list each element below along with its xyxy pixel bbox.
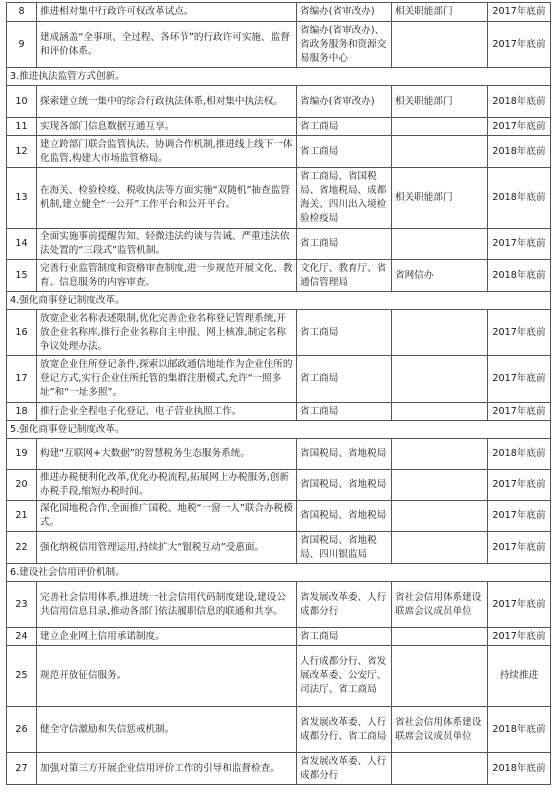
cooperating-department <box>392 229 488 260</box>
task-description: 建立企业网上信用承诺制度。 <box>37 628 297 646</box>
lead-department: 省工商局 <box>297 310 392 356</box>
task-description: 探索建立统一集中的综合行政执法体系,相对集中执法权。 <box>37 86 297 118</box>
task-description: 深化国地税合作,全面推广国税、地税“一窗一人”联合办税模式。 <box>37 501 297 532</box>
table-row <box>7 646 551 707</box>
cooperating-department: 相关职能部门 <box>392 3 488 22</box>
cooperating-department: 省社会信用体系建设联席会议成员单位 <box>392 707 488 753</box>
cooperating-department <box>392 439 488 470</box>
deadline: 2018年底前 <box>488 439 551 470</box>
deadline: 2018年底前 <box>488 753 551 785</box>
deadline: 2017年底前 <box>488 501 551 532</box>
table-row <box>7 118 551 136</box>
task-table <box>6 2 551 785</box>
lead-department: 省工商局 <box>297 628 392 646</box>
deadline: 2017年底前 <box>488 229 551 260</box>
row-number: 25 <box>7 646 37 707</box>
row-number: 21 <box>7 501 37 532</box>
task-description: 推进相对集中行政许可权改革试点。 <box>37 3 297 22</box>
table-row <box>7 582 551 628</box>
task-description: 构建“互联网+大数据”的智慧税务生态服务系统。 <box>37 439 297 470</box>
row-number: 14 <box>7 229 37 260</box>
row-number: 18 <box>7 403 37 421</box>
deadline: 2017年底前 <box>488 356 551 403</box>
row-number: 11 <box>7 118 37 136</box>
task-description: 完善社会信用体系,推进统一社会信用代码制度建设,建设公共信用信息目录,推动各部门依法履职信息的联通和共享。 <box>37 582 297 628</box>
cooperating-department <box>392 501 488 532</box>
row-number: 12 <box>7 136 37 168</box>
table-row <box>7 229 551 260</box>
task-description: 建成涵盖“全事项、全过程、各环节”的行政许可实施、监督和评价体系。 <box>37 22 297 68</box>
lead-department: 人行成都分行、省发展改革委、公安厅、司法厅、省工商局 <box>297 646 392 707</box>
task-description: 加强对第三方开展企业信用评价工作的引导和监督检查。 <box>37 753 297 785</box>
deadline: 2017年底前 <box>488 532 551 564</box>
table-row <box>7 310 551 356</box>
table-row <box>7 22 551 68</box>
cooperating-department <box>392 356 488 403</box>
row-number: 13 <box>7 168 37 229</box>
deadline: 2017年底前 <box>488 3 551 22</box>
deadline: 2017年底前 <box>488 403 551 421</box>
task-description: 推进办税便利化改革,优化办税流程,拓展网上办税服务,创新办税手段,缩短办税时间。 <box>37 470 297 501</box>
document-page <box>6 2 550 785</box>
deadline: 2017年底前 <box>488 310 551 356</box>
row-number: 17 <box>7 356 37 403</box>
task-description: 推行企业全程电子化登记、电子营业执照工作。 <box>37 403 297 421</box>
cooperating-department <box>392 532 488 564</box>
task-table-body <box>7 3 551 785</box>
lead-department: 省发展改革委、人行成都分行、省工商局 <box>297 707 392 753</box>
table-row <box>7 86 551 118</box>
cooperating-department <box>392 753 488 785</box>
lead-department: 省工商局 <box>297 229 392 260</box>
lead-department: 省工商局 <box>297 356 392 403</box>
table-row <box>7 628 551 646</box>
table-row <box>7 260 551 292</box>
lead-department: 文化厅、教育厅、省通信管理局 <box>297 260 392 292</box>
cooperating-department <box>392 470 488 501</box>
deadline: 2018年底前 <box>488 136 551 168</box>
deadline: 2017年底前 <box>488 628 551 646</box>
lead-department: 省工商局 <box>297 403 392 421</box>
task-description: 完善行业监管制度和资格审查制度,进一步规范开展文化、教育、信息服务的内容审查。 <box>37 260 297 292</box>
task-description: 规范开放征信服务。 <box>37 646 297 707</box>
table-row <box>7 136 551 168</box>
section-row <box>7 68 551 86</box>
cooperating-department <box>392 403 488 421</box>
deadline: 持续推进 <box>488 646 551 707</box>
deadline: 2018年底前 <box>488 168 551 229</box>
row-number: 15 <box>7 260 37 292</box>
row-number: 19 <box>7 439 37 470</box>
table-row <box>7 501 551 532</box>
deadline: 2018年底前 <box>488 86 551 118</box>
table-row <box>7 3 551 22</box>
cooperating-department: 相关职能部门 <box>392 168 488 229</box>
row-number: 8 <box>7 3 37 22</box>
section-row <box>7 421 551 439</box>
task-description: 实现各部门信息数据互通互享。 <box>37 118 297 136</box>
lead-department: 省工商局、省国税局、省地税局、成都海关、四川出入境检验检疫局 <box>297 168 392 229</box>
section-heading: 4.强化商事登记制度改革。 <box>7 292 551 310</box>
row-number: 9 <box>7 22 37 68</box>
table-row <box>7 532 551 564</box>
cooperating-department <box>392 136 488 168</box>
task-description: 强化纳税信用管理运用,持续扩大“银税互动”受惠面。 <box>37 532 297 564</box>
lead-department: 省发展改革委、人行成都分行 <box>297 582 392 628</box>
deadline: 2018年底前 <box>488 260 551 292</box>
lead-department: 省编办(省审改办) <box>297 86 392 118</box>
section-row <box>7 292 551 310</box>
row-number: 26 <box>7 707 37 753</box>
section-row <box>7 564 551 582</box>
task-description: 放宽企业名称表述限制,优化完善企业名称登记管理系统,开放企业名称库,推行企业名称自主申报、网上核准,制定名称争议处理办法。 <box>37 310 297 356</box>
lead-department: 省国税局、省地税局 <box>297 470 392 501</box>
lead-department: 省国税局、省地税局 <box>297 501 392 532</box>
table-row <box>7 470 551 501</box>
table-row <box>7 707 551 753</box>
row-number: 10 <box>7 86 37 118</box>
lead-department: 省发展改革委、人行成都分行 <box>297 753 392 785</box>
table-row <box>7 356 551 403</box>
cooperating-department: 省社会信用体系建设联席会议成员单位 <box>392 582 488 628</box>
table-row <box>7 439 551 470</box>
cooperating-department: 省网信办 <box>392 260 488 292</box>
section-heading: 5.强化商事登记制度改革。 <box>7 421 551 439</box>
table-row <box>7 168 551 229</box>
section-heading: 6.建设社会信用评价机制。 <box>7 564 551 582</box>
row-number: 22 <box>7 532 37 564</box>
task-description: 放宽企业住所登记条件,探索以邮政通信地址作为企业住所的登记方式,实行企业住所托管的集群注册模式,允许“一照多址”和“一址多照”。 <box>37 356 297 403</box>
deadline: 2017年底前 <box>488 118 551 136</box>
row-number: 16 <box>7 310 37 356</box>
row-number: 27 <box>7 753 37 785</box>
cooperating-department <box>392 628 488 646</box>
cooperating-department <box>392 118 488 136</box>
deadline: 2018年底前 <box>488 707 551 753</box>
deadline: 2017年底前 <box>488 582 551 628</box>
deadline: 2017年底前 <box>488 470 551 501</box>
task-description: 在海关、检验检疫、税收执法等方面实施“双随机”抽查监管机制,建立健全“一公开”工作平台和公开平台。 <box>37 168 297 229</box>
cooperating-department <box>392 22 488 68</box>
lead-department: 省工商局 <box>297 118 392 136</box>
lead-department: 省编办(省审改办) <box>297 3 392 22</box>
task-description: 全面实施事前提醒告知、轻微违法约谈与告诫、严重违法依法处置的“三段式”监管机制。 <box>37 229 297 260</box>
lead-department: 省编办(省审改办)、省政务服务和资源交易服务中心 <box>297 22 392 68</box>
row-number: 23 <box>7 582 37 628</box>
row-number: 24 <box>7 628 37 646</box>
task-description: 建立跨部门联合监管执法、协调合作机制,推进线上线下一体化监管,构建大市场监管格局。 <box>37 136 297 168</box>
table-row <box>7 753 551 785</box>
task-description: 健全守信激励和失信惩戒机制。 <box>37 707 297 753</box>
cooperating-department: 相关职能部门 <box>392 86 488 118</box>
row-number: 20 <box>7 470 37 501</box>
lead-department: 省国税局、省地税局 <box>297 439 392 470</box>
lead-department: 省国税局、省地税局、四川银监局 <box>297 532 392 564</box>
section-heading: 3.推进执法监管方式创新。 <box>7 68 551 86</box>
deadline: 2017年底前 <box>488 22 551 68</box>
lead-department: 省工商局 <box>297 136 392 168</box>
cooperating-department <box>392 310 488 356</box>
cooperating-department <box>392 646 488 707</box>
table-row <box>7 403 551 421</box>
